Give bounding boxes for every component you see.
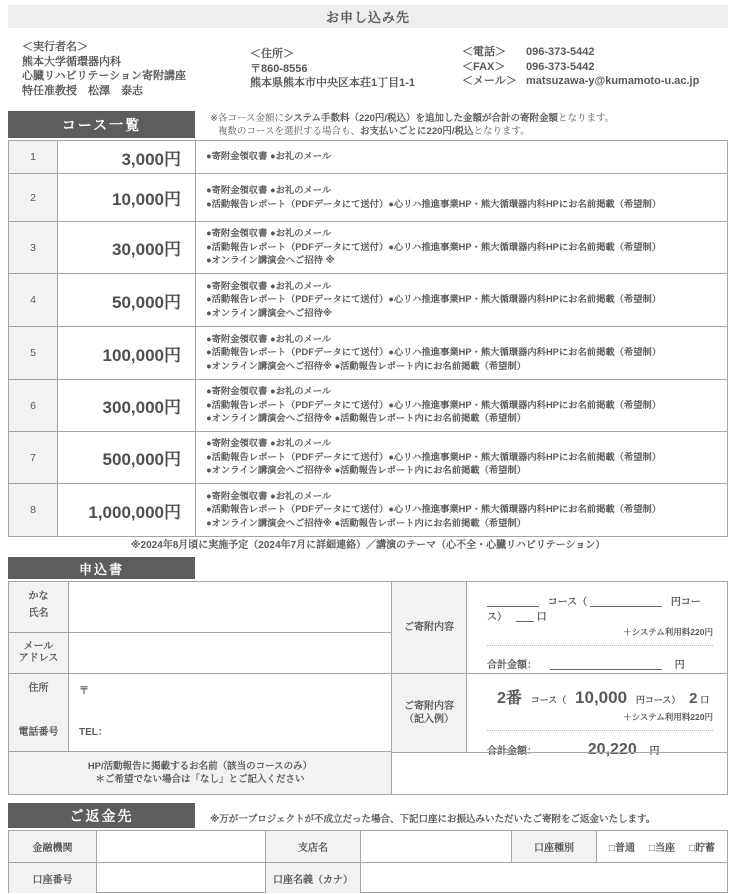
course-benefits <box>196 432 727 483</box>
checkbox-icon: □ <box>648 843 656 854</box>
course-number: 2 <box>9 174 58 221</box>
benefit-line: ●オンライン講演会へご招待 ※ <box>206 255 335 266</box>
benefit-line: ●活動報告レポート（PDFデータにて送付）●心リハ推進事業HP・熊大循環器内科HPにお名前掲載（希望制） <box>206 294 662 305</box>
course-list-header <box>8 111 195 138</box>
course-number: 7 <box>9 432 58 483</box>
donation-content-label: ご寄附内容 <box>392 582 467 673</box>
name-row-label <box>9 582 69 632</box>
course-price: 500,000円 <box>58 432 196 483</box>
benefit-line: ●活動報告レポート（PDFデータにて送付）●心リハ推進事業HP・熊大循環器内科HPにお名前掲載（希望制） <box>206 241 662 252</box>
hp-name-note-line2: ＊ご希望でない場合は「なし」とご記入ください <box>95 774 305 786</box>
course-fee-note-line2: 複数のコースを選択する場合も、お支払いごとに220円/税込となります。 <box>218 125 530 137</box>
example-course-line: 2番 コース（ 10,000 円コース） 2 口 <box>497 687 710 707</box>
email-value: matsuzawa-y@kumamoto-u.ac.jp <box>526 75 700 87</box>
refund-title: ご返金先 <box>69 807 134 824</box>
course-fee-note-line1: ※各コース金額にシステム手数料（220円/税込）を追加した金額が合計の寄附金額となります。 <box>210 113 615 124</box>
form-right-column <box>391 582 727 794</box>
blank-underline <box>516 621 534 622</box>
address-phone-label <box>9 674 69 751</box>
executor-label: ＜実行者名＞ <box>22 41 88 53</box>
refund-table <box>8 830 728 893</box>
course-number: 6 <box>9 380 58 431</box>
phone-number-label: 電話番号 <box>18 727 59 739</box>
course-table <box>8 140 728 537</box>
benefit-line: ●オンライン講演会へご招待※ ●活動報告レポート内にお名前掲載（希望制） <box>206 517 527 528</box>
table-row <box>9 862 727 893</box>
benefit-line: ●活動報告レポート（PDFデータにて送付）●心リハ推進事業HP・熊大循環器内科HPにお名前掲載（希望制） <box>206 451 662 462</box>
bank-field <box>97 831 266 862</box>
hp-name-note <box>9 751 391 794</box>
system-fee-note: ＋システム利用料220円 <box>623 711 713 722</box>
executor-line: 熊本大学循環器内科 <box>22 55 121 68</box>
account-no-label: 口座番号 <box>9 863 97 893</box>
fax-row <box>462 60 728 75</box>
name-label: 氏名 <box>28 607 49 619</box>
blank-underline <box>590 606 662 607</box>
phone-row <box>462 45 728 60</box>
benefit-line: ●寄附金領収書 ●お礼のメール <box>206 185 332 195</box>
system-fee-note: ＋システム利用料220円 <box>623 627 713 637</box>
page-title-bar <box>8 5 728 28</box>
donation-content-row <box>392 582 727 673</box>
donation-example-label: ご寄附内容 （記入例） <box>392 674 467 752</box>
course-price: 300,000円 <box>58 380 196 431</box>
table-row <box>9 483 727 536</box>
page-title: お申し込み先 <box>325 10 410 25</box>
course-price: 10,000円 <box>58 174 196 221</box>
fax-label: ＜FAX＞ <box>462 60 506 73</box>
postal-mark: 〒 <box>79 686 89 698</box>
course-fee-note <box>210 113 614 138</box>
name-field <box>69 582 391 632</box>
benefit-line: ●寄附金領収書 ●お礼のメール <box>206 228 332 239</box>
account-name-field <box>361 863 727 893</box>
fax-value: 096-373-5442 <box>526 60 595 73</box>
table-row <box>9 326 727 379</box>
course-fill-line: コース（ 円コース） 口 <box>487 597 701 623</box>
course-number: 3 <box>9 222 58 273</box>
dotted-divider <box>487 645 713 646</box>
refund-header <box>8 803 195 828</box>
account-type-option: □貯蓄 <box>689 843 716 854</box>
phone-label: ＜電話＞ <box>462 46 506 58</box>
benefit-line: ●寄附金領収書 ●お礼のメール <box>206 280 332 291</box>
course-benefits <box>196 274 727 326</box>
table-row <box>9 273 727 326</box>
course-benefits <box>196 141 727 173</box>
branch-label: 支店名 <box>266 831 361 862</box>
table-row <box>9 379 727 431</box>
checkbox-icon: □ <box>689 843 696 854</box>
executor-line: 心臓リハビリテーション寄附講座 <box>22 70 187 82</box>
course-number: 5 <box>9 327 58 379</box>
checkbox-icon: □ <box>608 843 615 854</box>
kana-label: かな <box>28 591 49 602</box>
course-price: 50,000円 <box>58 274 196 326</box>
benefit-line: ●オンライン講演会へご招待※ ●活動報告レポート内にお名前掲載（希望制） <box>206 360 527 371</box>
executor-line: 特任准教授 松澤 泰志 <box>22 84 143 97</box>
course-price: 100,000円 <box>58 327 196 379</box>
benefit-line: ●活動報告レポート（PDFデータにて送付）●心リハ推進事業HP・熊大循環器内科HPにお名前掲載（希望制） <box>206 347 662 358</box>
application-form-header <box>8 557 195 579</box>
branch-field <box>361 831 512 862</box>
name-row <box>9 582 391 632</box>
address-block <box>250 36 462 106</box>
benefit-line: ●活動報告レポート（PDFデータにて送付）●心リハ推進事業HP・熊大循環器内科HPにお名前掲載（希望制） <box>206 504 662 515</box>
email-label: ＜メール＞ <box>462 75 517 87</box>
benefit-line: ●寄附金領収書 ●お礼のメール <box>206 386 332 397</box>
address-phone-field <box>69 674 391 751</box>
blank-underline <box>550 669 662 670</box>
benefit-line: ●寄附金領収書 ●お礼のメール <box>206 490 332 501</box>
address-label: ＜住所＞ <box>250 48 294 60</box>
tel-prefix: TEL： <box>79 727 108 739</box>
phone-block <box>462 36 728 106</box>
application-form-title: 申込書 <box>78 561 124 577</box>
table-row <box>9 173 727 221</box>
email-row <box>9 632 391 674</box>
contact-info <box>8 36 728 106</box>
course-price: 1,000,000円 <box>58 484 196 536</box>
benefit-line: ●オンライン講演会へご招待※ ●活動報告レポート内にお名前掲載（希望制） <box>206 413 527 424</box>
account-type-option: □普通 <box>608 843 635 854</box>
course-number: 1 <box>9 141 58 173</box>
donation-example-row <box>392 673 727 758</box>
refund-note: ※万が一プロジェクトが不成立だった場合、下記口座にお振込みいただいたご寄附をご返金いたします。 <box>210 814 656 825</box>
address-phone-row <box>9 673 391 751</box>
address-line: 〒860-8556 <box>250 62 308 75</box>
address-line: 熊本県熊本市中央区本荘1丁目1-1 <box>250 77 416 89</box>
account-type-options <box>597 831 727 862</box>
course-benefits <box>196 222 727 273</box>
course-benefits <box>196 484 727 536</box>
donation-example-field <box>467 674 727 758</box>
course-benefits <box>196 174 727 221</box>
course-price: 30,000円 <box>58 222 196 273</box>
email-field <box>69 633 391 674</box>
lecture-footnote: ※2024年8月頃に実施予定（2024年7月に詳細連絡）／講演のテーマ（心不全・心臓リハビリテーション） <box>130 540 606 551</box>
total-fill-line: 合計金額： 円 <box>487 660 685 671</box>
email-row-label: メール アドレス <box>9 633 69 674</box>
executor-block <box>22 36 250 106</box>
account-type-option: □当座 <box>648 843 676 854</box>
form-left-column <box>9 582 391 794</box>
hp-name-note-line1: HP/活動報告に掲載するお名前（該当のコースのみ） <box>87 761 313 773</box>
account-no-field <box>97 863 266 893</box>
example-total-line: 合計金額： 20,220 円 <box>487 740 660 758</box>
benefit-line: ●活動報告レポート（PDFデータにて送付）●心リハ推進事業HP・熊大循環器内科HPにお名前掲載（希望制） <box>206 198 662 209</box>
course-price: 3,000円 <box>58 141 196 173</box>
benefit-line: ●活動報告レポート（PDFデータにて送付）●心リハ推進事業HP・熊大循環器内科HPにお名前掲載（希望制） <box>206 399 662 410</box>
benefit-line: ●寄附金領収書 ●お礼のメール <box>206 333 332 344</box>
dotted-divider <box>487 730 713 731</box>
benefit-line: ●オンライン講演会へご招待※ ●活動報告レポート内にお名前掲載（希望制） <box>206 465 527 476</box>
table-row <box>9 221 727 273</box>
example-total-value: 20,220 <box>587 740 637 758</box>
bank-label: 金融機関 <box>9 831 97 862</box>
course-number: 4 <box>9 274 58 326</box>
course-list-title: コース一覧 <box>61 116 142 133</box>
table-row <box>9 431 727 483</box>
account-type-label: 口座種別 <box>512 831 597 862</box>
course-benefits <box>196 327 727 379</box>
course-benefits <box>196 380 727 431</box>
email-row <box>462 74 728 89</box>
phone-value: 096-373-5442 <box>526 46 595 58</box>
address-label: 住所 <box>28 683 49 695</box>
hp-name-field <box>392 752 727 794</box>
application-form-table <box>8 581 728 795</box>
table-row <box>9 831 727 862</box>
course-number: 8 <box>9 484 58 536</box>
account-name-label: 口座名義（カナ） <box>266 863 361 893</box>
benefit-line: ●寄附金領収書 ●お礼のメール <box>206 151 332 162</box>
benefit-line: ●オンライン講演会へご招待※ <box>206 307 332 318</box>
blank-underline <box>487 606 539 607</box>
benefit-line: ●寄附金領収書 ●お礼のメール <box>206 438 332 449</box>
table-row <box>9 141 727 173</box>
donation-content-field <box>467 582 727 673</box>
